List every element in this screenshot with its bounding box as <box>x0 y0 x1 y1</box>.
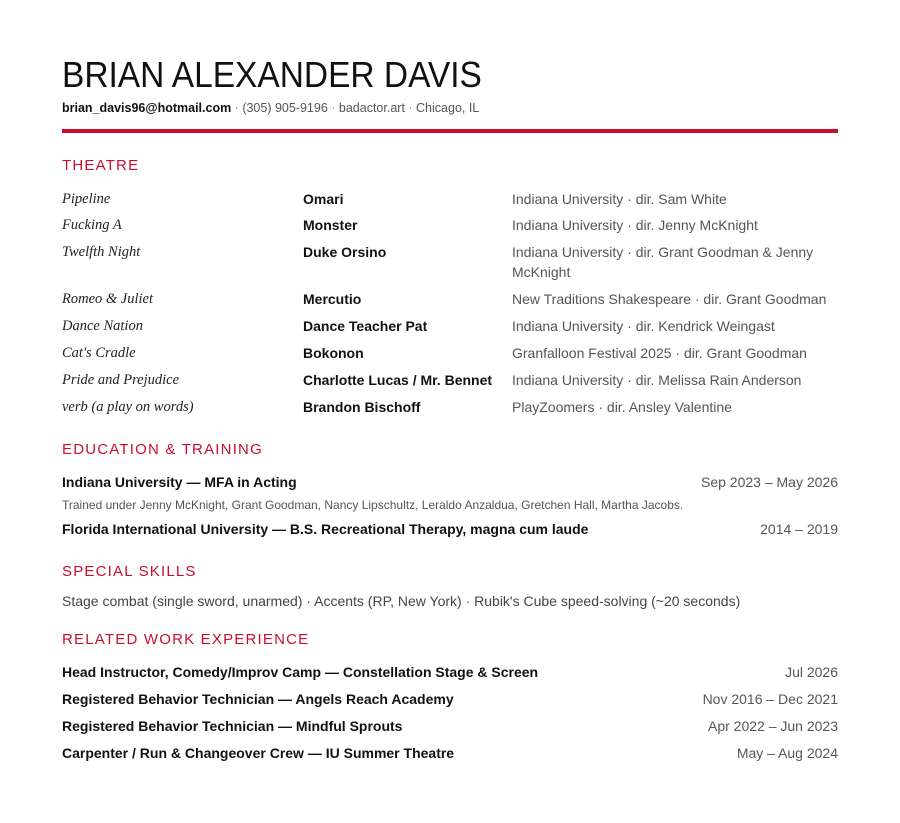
role-name: Monster <box>303 217 358 233</box>
role-name: Omari <box>303 191 344 207</box>
email-link[interactable]: brian_davis96@hotmail.com <box>62 101 232 115</box>
production-title: Twelfth Night <box>62 244 141 260</box>
contact-separator: · <box>404 101 417 115</box>
location: Chicago, IL <box>416 101 480 115</box>
date-range: Jul 2026 <box>785 664 838 680</box>
degree-label: Florida International University — B.S. Recreational Therapy, magna cum laude <box>62 521 589 537</box>
venue-director: Granfalloon Festival 2025 · dir. Grant Goodman <box>512 345 807 361</box>
degree-label: Indiana University — MFA in Acting <box>62 474 297 490</box>
skills-list: Stage combat (single sword, unarmed) · Accents (RP, New York) · Rubik's Cube speed-solving (~20 seconds) <box>62 593 741 609</box>
venue-director: Indiana University · dir. Sam White <box>512 191 727 207</box>
job-label: Carpenter / Run & Changeover Crew — IU Summer Theatre <box>62 745 455 761</box>
venue-director: Indiana University · dir. Kendrick Weingast <box>512 318 775 334</box>
production-title: Fucking A <box>62 217 122 233</box>
job-label: Registered Behavior Technician — Angels Reach Academy <box>62 691 454 707</box>
contact-line <box>62 99 479 117</box>
date-range: Apr 2022 – Jun 2023 <box>708 718 838 734</box>
job-label: Head Instructor, Comedy/Improv Camp — Constellation Stage & Screen <box>62 664 539 680</box>
training-note: Trained under Jenny McKnight, Grant Goodman, Nancy Lipschultz, Leraldo Anzaldua, Gretchen Hall, Martha Jacobs. <box>62 498 684 512</box>
section-heading-work: RELATED WORK EXPERIENCE <box>62 631 310 648</box>
venue-director: Indiana University · dir. Melissa Rain Anderson <box>512 372 802 388</box>
date-range: 2014 – 2019 <box>760 521 838 537</box>
website-link[interactable]: badactor.art <box>338 101 405 115</box>
header-divider <box>62 129 838 133</box>
venue-director: New Traditions Shakespeare · dir. Grant Goodman <box>512 291 827 307</box>
date-range: Nov 2016 – Dec 2021 <box>702 691 838 707</box>
role-name: Bokonon <box>303 345 364 361</box>
role-name: Charlotte Lucas / Mr. Bennet <box>303 372 493 388</box>
contact-separator: · <box>231 101 243 115</box>
production-title: Pride and Prejudice <box>62 372 180 388</box>
venue-director: PlayZoomers · dir. Ansley Valentine <box>512 399 732 415</box>
section-heading-skills: SPECIAL SKILLS <box>62 563 197 580</box>
production-title: verb (a play on words) <box>62 399 194 415</box>
production-title: Romeo & Juliet <box>62 291 154 307</box>
full-name: BRIAN ALEXANDER DAVIS <box>62 54 482 95</box>
section-heading-education: EDUCATION & TRAINING <box>62 441 263 458</box>
role-name: Mercutio <box>303 291 362 307</box>
production-title: Dance Nation <box>62 318 143 334</box>
role-name: Brandon Bischoff <box>303 399 421 415</box>
job-label: Registered Behavior Technician — Mindful Sprouts <box>62 718 403 734</box>
section-heading-theatre: THEATRE <box>62 157 140 174</box>
venue-director: Indiana University · dir. Grant Goodman & Jenny McKnight <box>512 244 814 280</box>
date-range: Sep 2023 – May 2026 <box>701 474 838 490</box>
contact-separator: · <box>327 101 339 115</box>
role-name: Dance Teacher Pat <box>303 318 428 334</box>
production-title: Cat's Cradle <box>62 345 136 361</box>
venue-director: Indiana University · dir. Jenny McKnight <box>512 217 758 233</box>
date-range: May – Aug 2024 <box>736 745 838 761</box>
role-name: Duke Orsino <box>303 244 387 260</box>
production-title: Pipeline <box>62 191 111 207</box>
phone-number: (305) 905-9196 <box>242 101 328 115</box>
